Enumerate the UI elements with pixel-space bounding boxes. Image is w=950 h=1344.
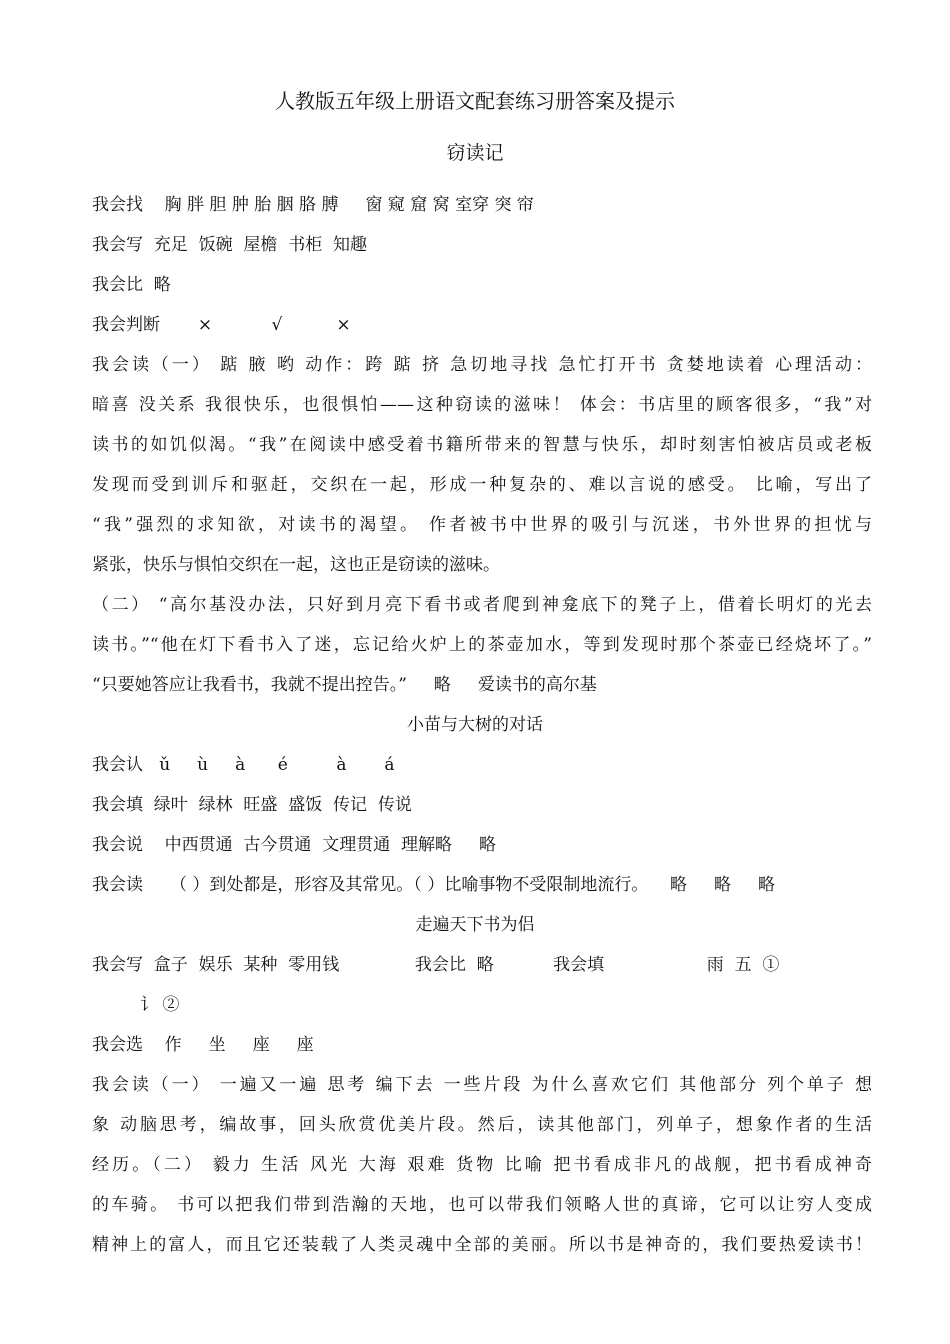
paragraph-line: 读书的如饥似渴。“我”在阅读中感受着书籍所带来的智慧与快乐，却时刻害怕被店员或老板 — [92, 435, 872, 455]
answer-line: 讠 ② — [140, 995, 180, 1015]
answer-line: 我会写 盒子 娱乐 某种 零用钱 我会比 略 我会填 雨 五 ① — [92, 955, 780, 975]
paragraph-line: 经历。（二） 毅力 生活 风光 大海 艰难 货物 比喻 把书看成非凡的战舰，把书看成神奇 — [92, 1155, 872, 1175]
paragraph-line: 读书。”“他在灯下看书入了迷，忘记给火炉上的茶壶加水，等到发现时那个茶壶已经烧坏了。” — [92, 635, 872, 655]
answer-line: 我会比 略 — [92, 275, 171, 295]
answer-line: 我会说 中西贯通 古今贯通 文理贯通 理解略 略 — [92, 835, 497, 855]
answer-line: 我会判断 × √ × — [92, 315, 351, 335]
document-title: 人教版五年级上册语文配套练习册答案及提示 — [275, 89, 675, 113]
paragraph-line: 紧张，快乐与惧怕交织在一起，这也正是窃读的滋味。 — [92, 555, 500, 575]
paragraph-line: 象 动脑思考，编故事，回头欣赏优美片段。然后，读其他部门，列单子，想象作者的生活 — [92, 1115, 872, 1135]
paragraph-line: 我会读（一） 踮 腋 哟 动作：跨 踮 挤 急切地寻找 急忙打开书 贪婪地读着 心理活动： — [92, 355, 872, 375]
paragraph-line: 精神上的富人，而且它还装载了人类灵魂中全部的美丽。所以书是神奇的，我们要热爱读书！ — [92, 1235, 872, 1255]
section-title: 窃读记 — [446, 142, 504, 164]
answer-line: 我会选 作 坐 座 座 — [92, 1035, 314, 1055]
paragraph-line: “只要她答应让我看书，我就不提出控告。” 略 爱读书的高尔基 — [92, 675, 597, 695]
section-title: 走遍天下书为侣 — [415, 915, 535, 935]
section-title: 小苗与大树的对话 — [407, 715, 543, 735]
paragraph-line: 的车骑。 书可以把我们带到浩瀚的天地，也可以带我们领略人世的真谛，它可以让穷人变成 — [92, 1195, 872, 1215]
answer-line: 我会填 绿叶 绿林 旺盛 盛饭 传记 传说 — [92, 795, 412, 815]
paragraph-line: “我”强烈的求知欲，对读书的渴望。 作者被书中世界的吸引与沉迷，书外世界的担忧与 — [92, 515, 872, 535]
paragraph-line: 暗喜 没关系 我很快乐，也很惧怕——这种窃读的滋味！ 体会：书店里的顾客很多，“我”对 — [92, 395, 872, 415]
paragraph-line: 发现而受到训斥和驱赶，交织在一起，形成一种复杂的、难以言说的感受。 比喻，写出了 — [92, 475, 872, 495]
paragraph-line: 我会读（一） 一遍又一遍 思考 编下去 一些片段 为什么喜欢它们 其他部分 列个单子 想 — [92, 1075, 872, 1095]
answer-line: 我会写 充足 饭碗 屋檐 书柜 知趣 — [92, 235, 368, 255]
paragraph-line: （二） “高尔基没办法，只好到月亮下看书或者爬到神龛底下的凳子上，借着长明灯的光去 — [92, 595, 872, 615]
answer-line: 我会认 ǔ ù à é à á — [92, 755, 395, 775]
answer-line: 我会找 胸 胖 胆 肿 胎 胭 胳 膊 窗 窥 窟 窝 室穿 突 帘 — [92, 195, 534, 215]
answer-line: 我会读 （ ）到处都是，形容及其常见。（ ）比喻事物不受限制地流行。 略 略 略 — [92, 875, 775, 895]
